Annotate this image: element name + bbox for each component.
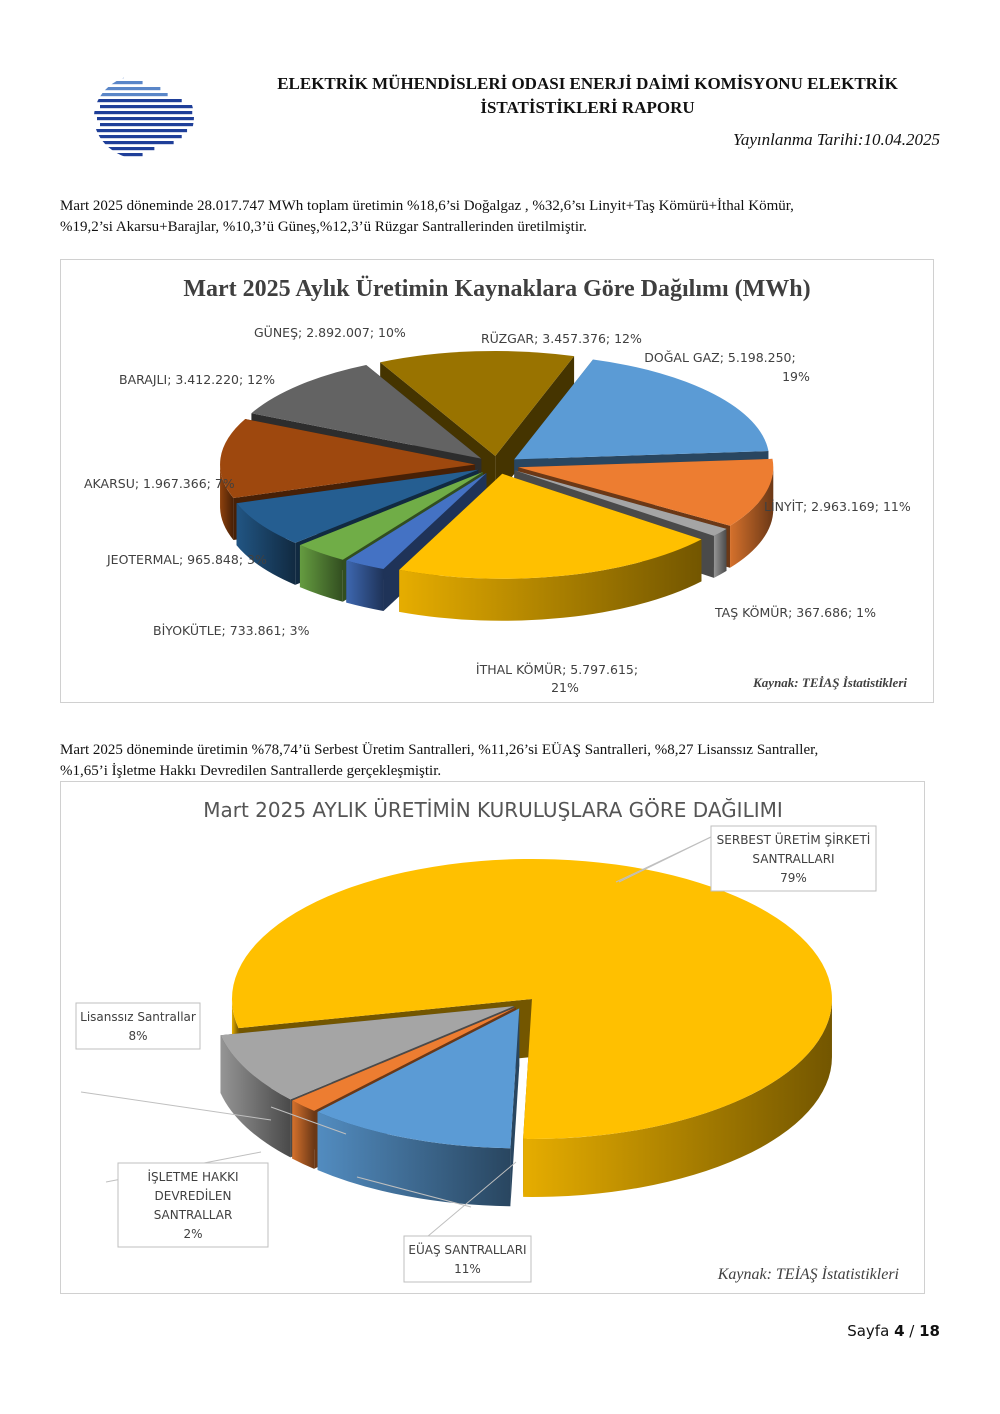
logo-stripe	[97, 81, 143, 84]
logo-stripe	[94, 75, 124, 78]
logo-stripe	[100, 87, 160, 90]
data-label-linyit: LİNYİT; 2.963.169; 11%	[764, 499, 911, 514]
svg-text:EÜAŞ SANTRALLARI: EÜAŞ SANTRALLARI	[408, 1243, 527, 1257]
data-label-serbest	[711, 826, 876, 891]
logo-stripe	[100, 159, 130, 162]
leader-line	[619, 832, 721, 882]
report-title: ELEKTRİK MÜHENDİSLERİ ODASI ENERJİ DAİMİ KOMİSYONU ELEKTRİK İSTATİSTİKLERİ RAPORU	[277, 74, 898, 117]
data-label-jeotermal: JEOTERMAL; 965.848; 3%	[107, 552, 267, 567]
pie-chart-sources	[61, 260, 933, 702]
data-label-ithal-komur-pct: 21%	[551, 680, 579, 695]
logo-stripe	[97, 99, 182, 102]
svg-text:2%: 2%	[183, 1227, 203, 1241]
svg-text:DEVREDİLEN: DEVREDİLEN	[154, 1189, 232, 1203]
svg-text:İŞLETME HAKKI: İŞLETME HAKKI	[147, 1170, 239, 1184]
paragraph-sources: Mart 2025 döneminde 28.017.747 MWh toplam üretimin %18,6’si Doğalgaz , %32,6’sı Linyit+Taş Kömürü+İthal Kömür, %19,2’si Akarsu+Barajlar, %10,3’ü Güneş,%12,3’ü Rüzgar Santrallerinden üretilmiştir.	[60, 198, 794, 235]
svg-text:SANTRALLARI: SANTRALLARI	[752, 852, 835, 866]
page-number: Sayfa 4 / 18	[847, 1322, 940, 1340]
svg-text:11%: 11%	[454, 1262, 481, 1276]
logo-stripe	[97, 135, 182, 138]
svg-text:8%: 8%	[128, 1029, 148, 1043]
logo-stripe	[97, 153, 143, 156]
logo-stripe	[100, 141, 174, 144]
data-label-gunes: GÜNEŞ; 2.892.007; 10%	[254, 325, 406, 340]
chart-title: Mart 2025 Aylık Üretimin Kaynaklara Göre Dağılımı (MWh)	[183, 276, 811, 302]
logo-stripe	[94, 129, 187, 132]
chart-title: Mart 2025 AYLIK ÜRETİMİN KURULUŞLARA GÖRE DAĞILIMI	[203, 798, 783, 822]
logo-stripe	[94, 93, 168, 96]
svg-text:SERBEST ÜRETİM ŞİRKETİ: SERBEST ÜRETİM ŞİRKETİ	[716, 833, 871, 847]
data-label-ithal-komur: İTHAL KÖMÜR; 5.797.615;	[475, 662, 639, 677]
data-label-akarsu: AKARSU; 1.967.366; 7%	[84, 476, 235, 491]
chart-source: Kaynak: TEİAŞ İstatistikleri	[753, 675, 907, 690]
svg-text:SANTRALLAR: SANTRALLAR	[153, 1208, 233, 1222]
paragraph-organizations: Mart 2025 döneminde üretimin %78,74’ü Serbest Üretim Santralleri, %11,26’si EÜAŞ Santralleri, %8,27 Lisanssız Santraller, %1,65’i İşletme Hakkı Devredilen Santrallerde gerçekleşmiştir.	[60, 742, 819, 779]
data-label-ruzgar: RÜZGAR; 3.457.376; 12%	[481, 331, 642, 346]
pie-chart-organizations	[61, 782, 924, 1293]
emo-logo	[88, 72, 200, 162]
logo-stripe	[94, 111, 192, 114]
data-label-lisanssiz	[76, 1003, 200, 1049]
data-label-dogal-gaz: DOĞAL GAZ; 5.198.250;	[644, 350, 796, 365]
logo-stripe	[97, 117, 197, 120]
chart-source: Kaynak: TEİAŞ İstatistikleri	[717, 1266, 899, 1283]
data-label-barajli: BARAJLI; 3.412.220; 12%	[119, 372, 275, 387]
chart-sources-box	[60, 259, 934, 703]
data-label-euas	[404, 1236, 531, 1282]
data-label-isletme	[118, 1163, 268, 1247]
logo-stripe	[100, 105, 193, 108]
chart-organizations-box	[60, 781, 925, 1294]
data-label-tas-komur: TAŞ KÖMÜR; 367.686; 1%	[715, 605, 876, 620]
svg-text:Lisanssız Santrallar: Lisanssız Santrallar	[80, 1010, 196, 1024]
logo-stripe	[94, 147, 154, 150]
logo-stripe	[100, 123, 198, 126]
svg-text:79%: 79%	[780, 871, 807, 885]
publication-date: Yayınlanma Tarihi:10.04.2025	[732, 130, 940, 149]
data-label-dogal-gaz-pct: 19%	[782, 369, 810, 384]
data-label-biyokutle: BİYOKÜTLE; 733.861; 3%	[153, 623, 310, 638]
